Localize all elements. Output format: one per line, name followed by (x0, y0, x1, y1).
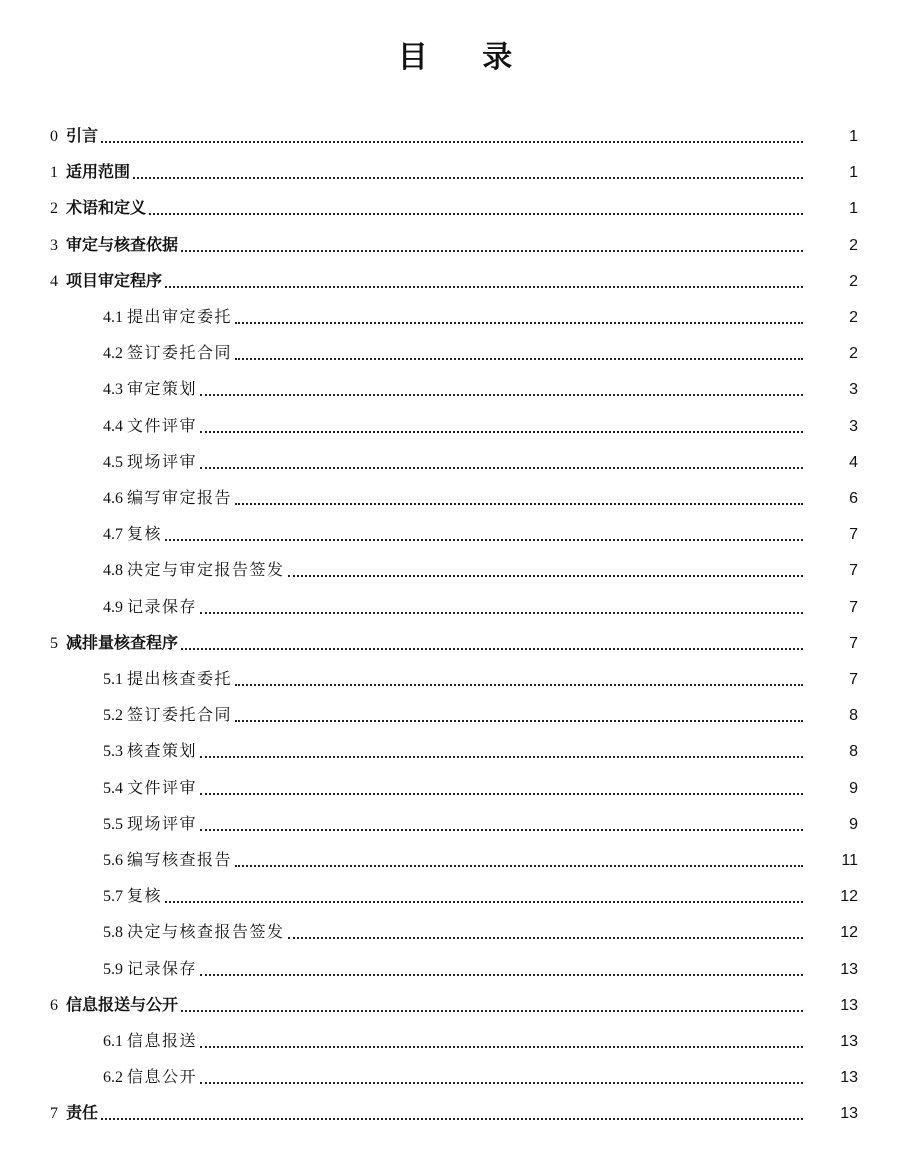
toc-entry-label (103, 342, 232, 365)
toc-entry-label (50, 197, 146, 220)
toc-entry-page: 2 (849, 309, 858, 326)
toc-entry-page: 7 (849, 671, 858, 688)
toc-entry-text: 现场评审 (127, 452, 198, 471)
toc-entry-label (103, 596, 197, 619)
toc-entry-page: 12 (840, 924, 858, 941)
dot-leader (101, 141, 803, 143)
toc-entry-page: 1 (849, 128, 858, 145)
toc-subentry[interactable] (0, 916, 910, 944)
toc-entry-text: 文件评审 (127, 416, 198, 435)
toc-entry-number: 4.4 (103, 418, 123, 435)
toc-entry-text: 信息报送与公开 (66, 995, 179, 1014)
dot-leader (165, 539, 803, 541)
dot-leader (235, 322, 803, 324)
toc-subentry[interactable] (0, 808, 910, 836)
toc-entry-number: 4.6 (103, 490, 123, 507)
toc-entry-label (103, 1066, 197, 1089)
toc-entry-label (103, 1030, 197, 1053)
toc-entry-page: 2 (849, 273, 858, 290)
toc-entry-text: 签订委托合同 (127, 343, 233, 362)
toc-entry-text: 决定与核查报告签发 (127, 922, 285, 941)
toc-entry-number: 4.2 (103, 345, 123, 362)
toc-entry-page: 2 (849, 345, 858, 362)
toc-entry-label (103, 415, 197, 438)
toc-entry-page: 8 (849, 707, 858, 724)
toc-subentry[interactable] (0, 663, 910, 691)
toc-subentry[interactable] (0, 953, 910, 981)
toc-subentry[interactable] (0, 699, 910, 727)
dot-leader (288, 575, 803, 577)
toc-entry-number: 5.3 (103, 743, 123, 760)
toc-entry-number: 1 (50, 164, 58, 181)
toc-subentry[interactable] (0, 1025, 910, 1053)
toc-entry-label (103, 921, 285, 944)
toc-entry-text: 签订委托合同 (127, 705, 233, 724)
toc-entry-number: 4.8 (103, 562, 123, 579)
dot-leader (200, 431, 803, 433)
dot-leader (200, 829, 803, 831)
dot-leader (200, 793, 803, 795)
toc-entry-text: 审定与核查依据 (66, 235, 179, 254)
toc-entry-number: 5.4 (103, 780, 123, 797)
toc-subentry[interactable] (0, 554, 910, 582)
toc-entry-number: 5.6 (103, 852, 123, 869)
toc-subentry[interactable] (0, 482, 910, 510)
toc-entry-number: 5.8 (103, 924, 123, 941)
toc-entry-text: 信息公开 (127, 1067, 198, 1086)
toc-entry-number: 5.7 (103, 888, 123, 905)
toc-entry-text: 审定策划 (127, 379, 198, 398)
toc-entry-label (103, 487, 232, 510)
toc-entry-number: 5.5 (103, 816, 123, 833)
toc-entry-number: 5.1 (103, 671, 123, 688)
toc-entry-text: 记录保存 (127, 959, 198, 978)
toc-entry[interactable] (0, 192, 910, 220)
toc-entry-text: 减排量核查程序 (66, 633, 179, 652)
toc-entry-page: 1 (849, 164, 858, 181)
toc-entry-page: 7 (849, 562, 858, 579)
toc-entry-text: 编写核查报告 (127, 850, 233, 869)
toc-entry-text: 决定与审定报告签发 (127, 560, 285, 579)
toc-entry-label (50, 125, 98, 148)
dot-leader (235, 358, 803, 360)
dot-leader (133, 177, 803, 179)
toc-subentry[interactable] (0, 337, 910, 365)
toc-entry[interactable] (0, 229, 910, 257)
toc-entry-text: 术语和定义 (66, 198, 147, 217)
toc-entry-text: 文件评审 (127, 778, 198, 797)
toc-subentry[interactable] (0, 591, 910, 619)
toc-entry-label (50, 632, 178, 655)
toc-entry-page: 11 (841, 852, 858, 869)
toc-entry-page: 13 (840, 961, 858, 978)
toc-entry-text: 责任 (66, 1103, 99, 1122)
toc-entry[interactable] (0, 627, 910, 655)
toc-entry-number: 5 (50, 635, 58, 652)
dot-leader (200, 974, 803, 976)
dot-leader (235, 503, 803, 505)
dot-leader (235, 720, 803, 722)
page-title: 目 录 (397, 40, 535, 75)
toc-subentry[interactable] (0, 880, 910, 908)
toc-entry-page: 3 (849, 381, 858, 398)
toc-entry-number: 6.2 (103, 1069, 123, 1086)
toc-entry-label (103, 451, 197, 474)
toc-entry-label (50, 161, 130, 184)
dot-leader (200, 612, 803, 614)
dot-leader (200, 1046, 803, 1048)
toc-entry-text: 复核 (127, 886, 163, 905)
toc-entry-number: 6.1 (103, 1033, 123, 1050)
toc-entry-page: 7 (849, 635, 858, 652)
toc-entry-page: 7 (849, 599, 858, 616)
toc-subentry[interactable] (0, 446, 910, 474)
toc-entry-text: 信息报送 (127, 1031, 198, 1050)
dot-leader (200, 1082, 803, 1084)
toc-subentry[interactable] (0, 410, 910, 438)
dot-leader (200, 756, 803, 758)
toc-entry-label (103, 668, 232, 691)
dot-leader (200, 394, 803, 396)
toc-entry-label (103, 306, 232, 329)
toc-entry-label (103, 378, 197, 401)
toc-entry-text: 提出审定委托 (127, 307, 233, 326)
toc-entry-label (50, 1102, 98, 1125)
dot-leader (200, 467, 803, 469)
toc-subentry[interactable] (0, 772, 910, 800)
toc-entry-text: 编写审定报告 (127, 488, 233, 507)
toc-entry-number: 5.9 (103, 961, 123, 978)
toc-entry-label (103, 777, 197, 800)
toc-entry-page: 3 (849, 418, 858, 435)
toc-entry-number: 4.5 (103, 454, 123, 471)
toc-entry-number: 4.1 (103, 309, 123, 326)
toc-entry-label (103, 559, 285, 582)
toc-subentry[interactable] (0, 301, 910, 329)
toc-entry-number: 5.2 (103, 707, 123, 724)
toc-subentry[interactable] (0, 373, 910, 401)
toc-entry-page: 8 (849, 743, 858, 760)
dot-leader (235, 865, 803, 867)
toc-entry[interactable] (0, 1097, 910, 1125)
dot-leader (101, 1118, 803, 1120)
dot-leader (149, 213, 803, 215)
toc-entry-number: 4.3 (103, 381, 123, 398)
dot-leader (165, 286, 803, 288)
toc-entry-page: 9 (849, 816, 858, 833)
toc-entry-label (50, 994, 178, 1017)
dot-leader (235, 684, 803, 686)
toc-entry-page: 13 (840, 1105, 858, 1122)
toc-entry-text: 引言 (66, 126, 99, 145)
toc-entry-label (103, 885, 162, 908)
toc-entry-text: 记录保存 (127, 597, 198, 616)
toc-entry-label (50, 270, 162, 293)
toc-entry-label (103, 704, 232, 727)
toc-entry[interactable] (0, 989, 910, 1017)
toc-entry-label (50, 234, 178, 257)
toc-entry-label (103, 740, 197, 763)
toc-entry-page: 13 (840, 997, 858, 1014)
toc-subentry[interactable] (0, 735, 910, 763)
toc-entry-number: 3 (50, 237, 58, 254)
toc-entry[interactable] (0, 156, 910, 184)
toc-entry-page: 1 (849, 200, 858, 217)
toc-entry-label (103, 523, 162, 546)
toc-entry-number: 0 (50, 128, 58, 145)
dot-leader (181, 1010, 803, 1012)
dot-leader (288, 937, 803, 939)
toc-entry-page: 7 (849, 526, 858, 543)
toc-entry-text: 核查策划 (127, 741, 198, 760)
toc-entry-text: 复核 (127, 524, 163, 543)
toc-entry-page: 13 (840, 1069, 858, 1086)
toc-entry-page: 13 (840, 1033, 858, 1050)
toc-entry[interactable] (0, 265, 910, 293)
toc-subentry[interactable] (0, 844, 910, 872)
toc-entry-page: 4 (849, 454, 858, 471)
toc-entry-text: 现场评审 (127, 814, 198, 833)
toc-entry-label (103, 813, 197, 836)
toc-entry-label (103, 849, 232, 872)
toc-subentry[interactable] (0, 518, 910, 546)
toc-entry-number: 2 (50, 200, 58, 217)
toc-entry-text: 提出核查委托 (127, 669, 233, 688)
toc-entry-page: 9 (849, 780, 858, 797)
toc-subentry[interactable] (0, 1061, 910, 1089)
toc-entry-text: 适用范围 (66, 162, 131, 181)
toc-entry-number: 6 (50, 997, 58, 1014)
toc-entry-label (103, 958, 197, 981)
dot-leader (181, 250, 803, 252)
toc-entry[interactable] (0, 120, 910, 148)
toc-entry-number: 4.7 (103, 526, 123, 543)
toc-entry-number: 7 (50, 1105, 58, 1122)
toc-entry-page: 2 (849, 237, 858, 254)
toc-entry-text: 项目审定程序 (66, 271, 163, 290)
toc-entry-number: 4 (50, 273, 58, 290)
dot-leader (181, 648, 803, 650)
toc-entry-page: 12 (840, 888, 858, 905)
toc-entry-page: 6 (849, 490, 858, 507)
dot-leader (165, 901, 803, 903)
toc-entry-number: 4.9 (103, 599, 123, 616)
